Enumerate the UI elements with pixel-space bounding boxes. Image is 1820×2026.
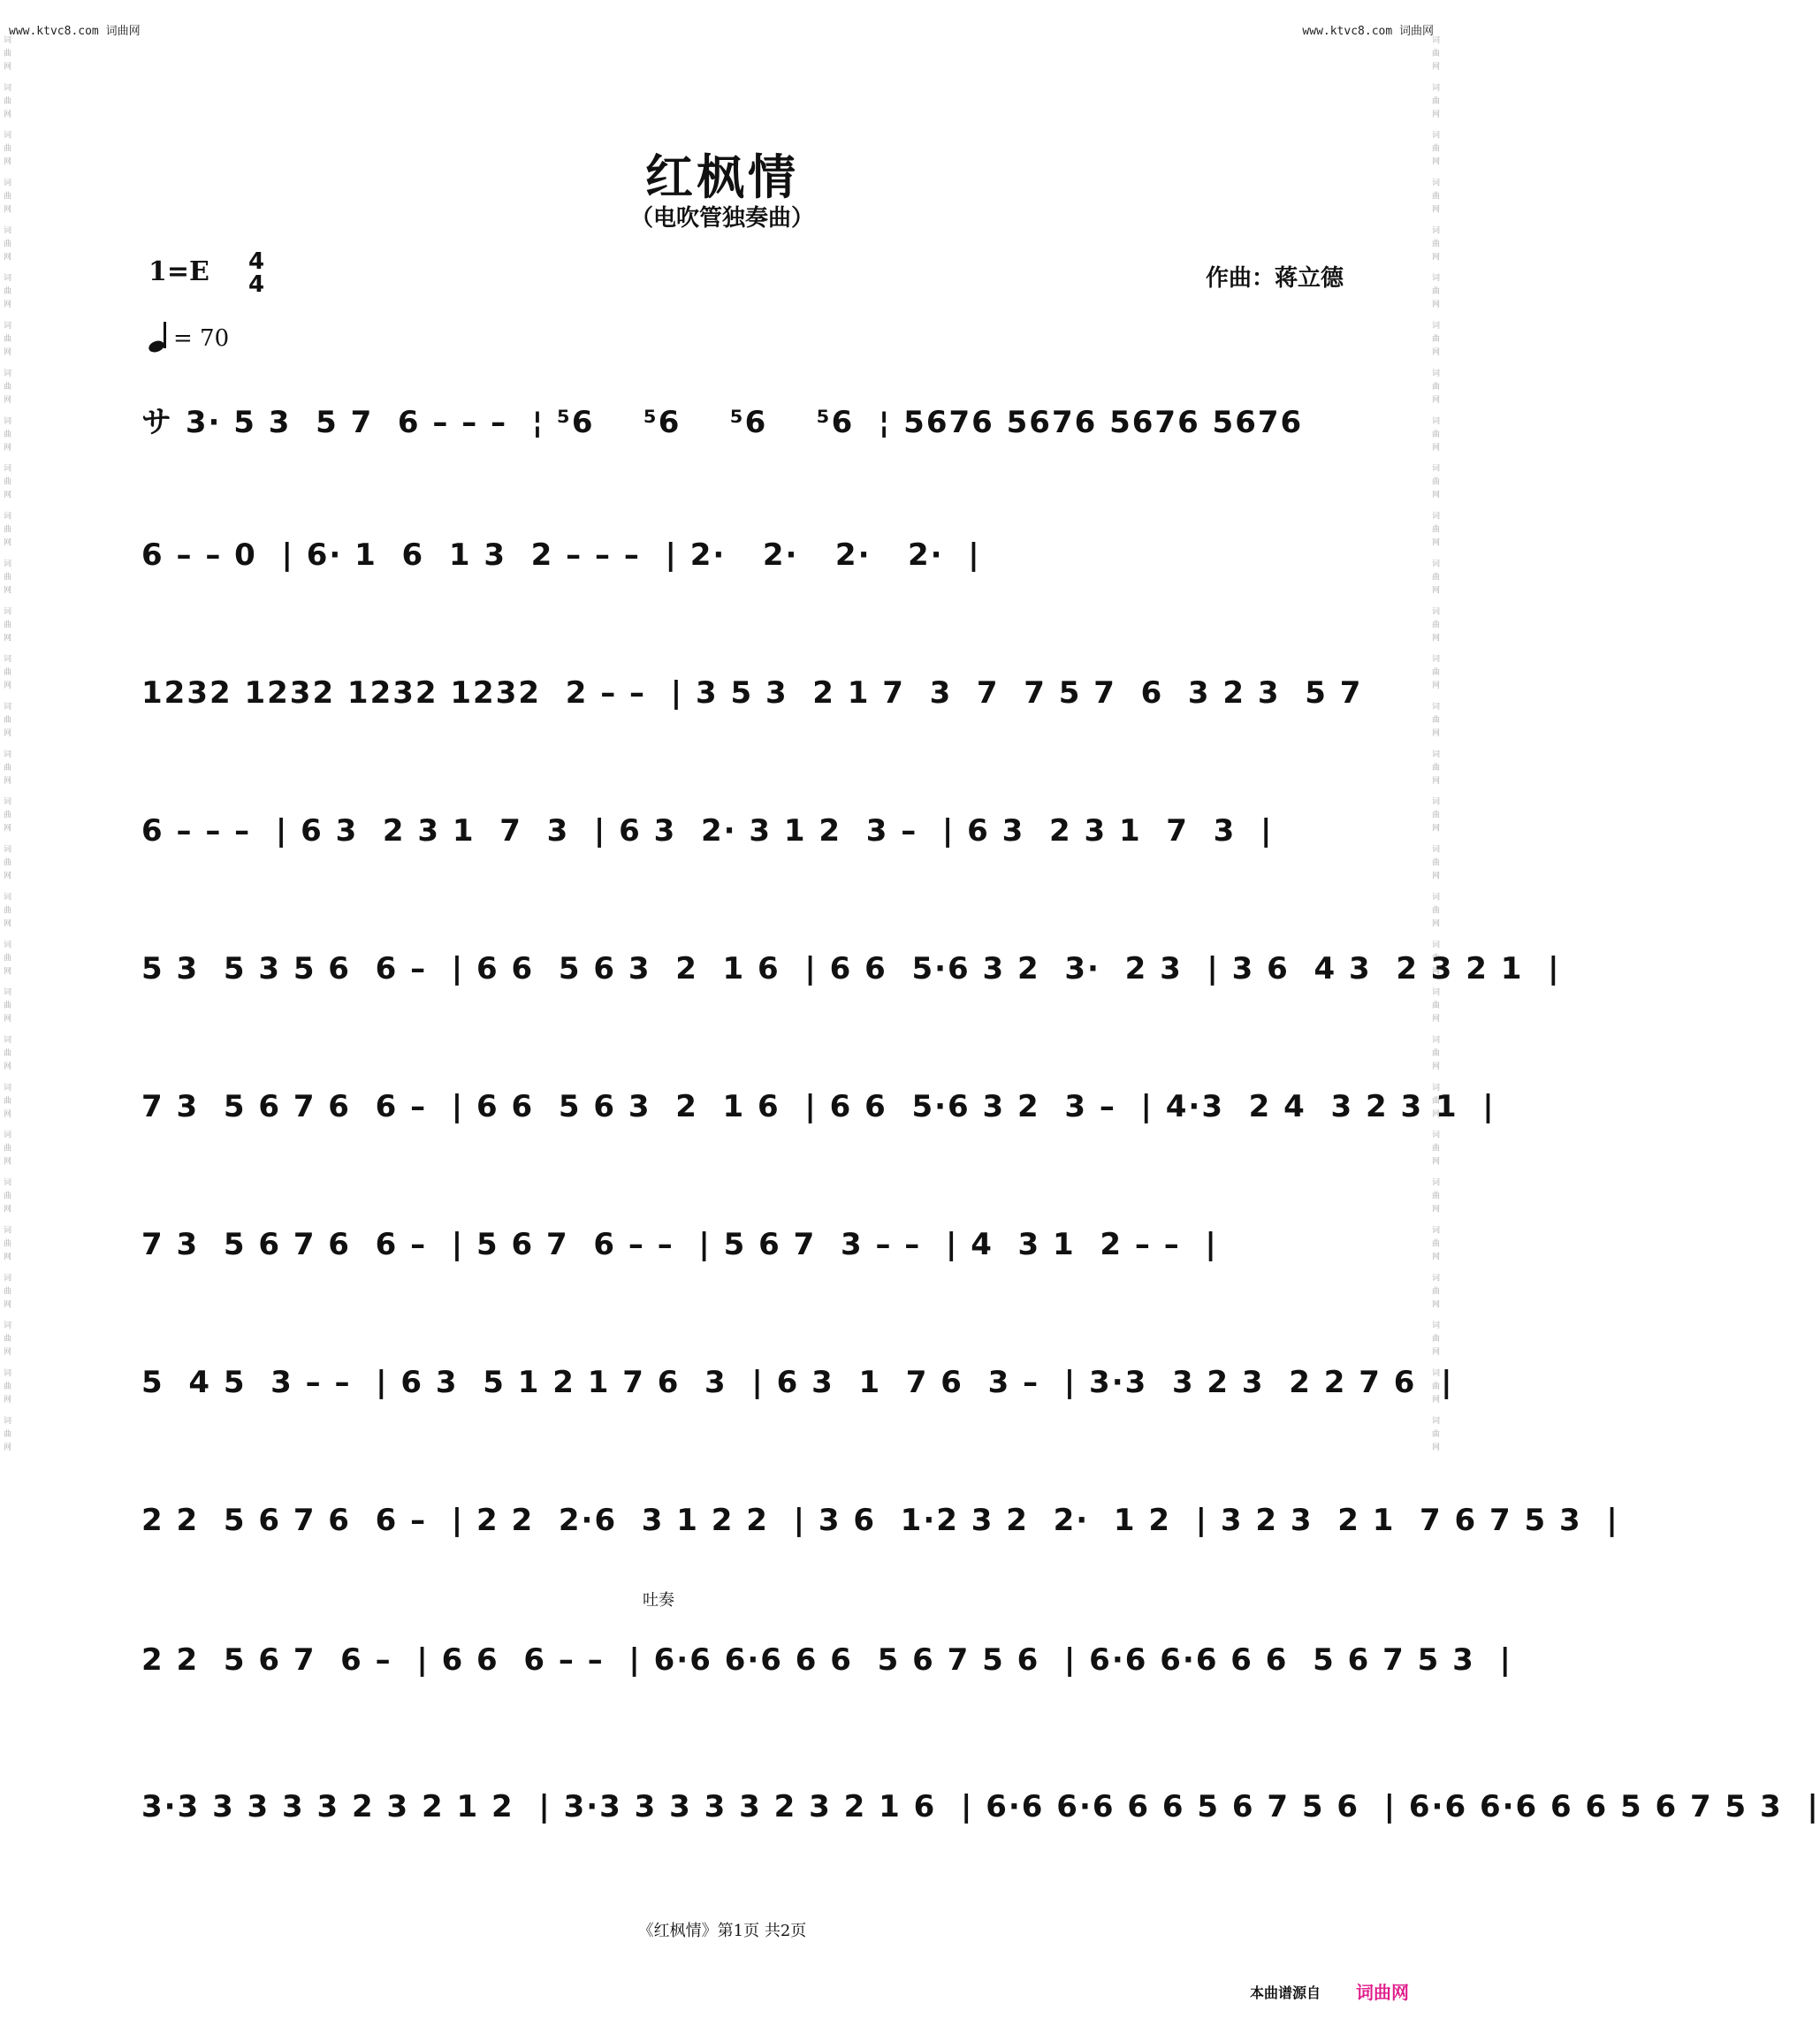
quarter-note-icon (148, 322, 168, 352)
score-line (141, 1625, 1512, 1704)
score-line-text: 6 – – – | 6 3 2 3 1 7 3 | 6 3 2· 3 1 2 3 – | 6 3 2 3 1 7 3 | (141, 813, 1274, 849)
score-line-text: 1232 1232 1232 1232 2 – – | 3 5 3 2 1 7 3 7 7 5 7 6 3 2 3 5 7 (141, 675, 1363, 711)
time-signature-top: 4 (247, 248, 265, 275)
time-signature-bottom: 4 (247, 271, 265, 298)
score-line-text: 6 – – 0 | 6· 1 6 1 3 2 – – – | 2· 2· 2· 2· | (141, 537, 981, 573)
key-signature: 1=E (148, 256, 209, 287)
score-line (141, 520, 1352, 599)
score-line (141, 1209, 1352, 1289)
score-line (141, 1771, 1820, 1851)
page-footer: 《红枫情》第1页 共2页 (637, 1922, 807, 1940)
score-line (141, 1071, 1496, 1151)
score-line (141, 1347, 1454, 1427)
score-line-text: 7 3 5 6 7 6 6 – | 5 6 7 6 – – | 5 6 7 3 – – | 4 3 1 2 – – | (141, 1227, 1218, 1262)
time-signature (246, 250, 267, 296)
score-line (141, 796, 1352, 875)
score-line-text: サ 3· 5 3 5 7 6 – – – ¦ ⁵6 ⁵6 ⁵6 ⁵6 ¦ 5676 5676 5676 5676 (141, 405, 1304, 440)
header-url-left[interactable]: www.ktvc8.com 词曲网 (9, 25, 141, 38)
site-logo[interactable]: 词曲网 (1356, 1982, 1409, 2003)
tempo-value: = 70 (173, 325, 230, 352)
source-note: 本曲谱源自 (1249, 1984, 1321, 2001)
side-watermark-right: 词曲网 词曲网 词曲网 词曲网 词曲网 词曲网 词曲网 词曲网 词曲网 词曲网 词曲网 词曲网 词曲网 词曲网 词曲网 词曲网 词曲网 词曲网 词曲网 词曲网 词曲网 词曲网 词曲网 词曲网 词曲网 词曲网 词曲网 词曲网 词曲网 词曲网 (1430, 35, 1439, 1456)
header-url-right[interactable]: www.ktvc8.com 词曲网 (1302, 25, 1434, 38)
score-line-text: 5 3 5 3 5 6 6 – | 6 6 5 6 3 2 1 6 | 6 6 5·6 3 2 3· 2 3 | 3 6 4 3 2 3 2 1 | (141, 951, 1561, 986)
tempo-marking (148, 322, 229, 352)
score-line-text: 2 2 5 6 7 6 6 – | 2 2 2·6 3 1 2 2 | 3 6 1·2 3 2 2· 1 2 | 3 2 3 2 1 7 6 7 5 3 | (141, 1503, 1619, 1538)
side-watermark-left: 词曲网 词曲网 词曲网 词曲网 词曲网 词曲网 词曲网 词曲网 词曲网 词曲网 词曲网 词曲网 词曲网 词曲网 词曲网 词曲网 词曲网 词曲网 词曲网 词曲网 词曲网 词曲网 词曲网 词曲网 词曲网 词曲网 词曲网 词曲网 词曲网 词曲网 (2, 35, 11, 1456)
composer-credit: 作曲：蒋立德 (1205, 265, 1344, 292)
score-subtitle: （电吹管独奏曲） (629, 205, 814, 232)
score-line-text: 7 3 5 6 7 6 6 – | 6 6 5 6 3 2 1 6 | 6 6 5·6 3 2 3 – | 4·3 2 4 3 2 3 1 | (141, 1089, 1496, 1124)
score-title: 红枫情 (645, 149, 799, 205)
score-line (141, 933, 1561, 1013)
score-line-text: 2 2 5 6 7 6 – | 6 6 6 – – | 6·6 6·6 6 6 5 6 7 5 6 | 6·6 6·6 6 6 5 6 7 5 3 | (141, 1642, 1512, 1678)
score-line (141, 1485, 1619, 1565)
score-line (141, 380, 1352, 460)
articulation-annotation: 吐奏 (643, 1591, 674, 1610)
score-line-text: 3·3 3 3 3 3 2 3 2 1 2 | 3·3 3 3 3 3 2 3 2 1 6 | 6·6 6·6 6 6 5 6 7 5 6 | 6·6 6·6 6 6 5 6 7 5 3 | (141, 1789, 1820, 1824)
score-line (141, 658, 1363, 737)
score-line-text: 5 4 5 3 – – | 6 3 5 1 2 1 7 6 3 | 6 3 1 7 6 3 – | 3·3 3 2 3 2 2 7 6 | (141, 1365, 1454, 1400)
